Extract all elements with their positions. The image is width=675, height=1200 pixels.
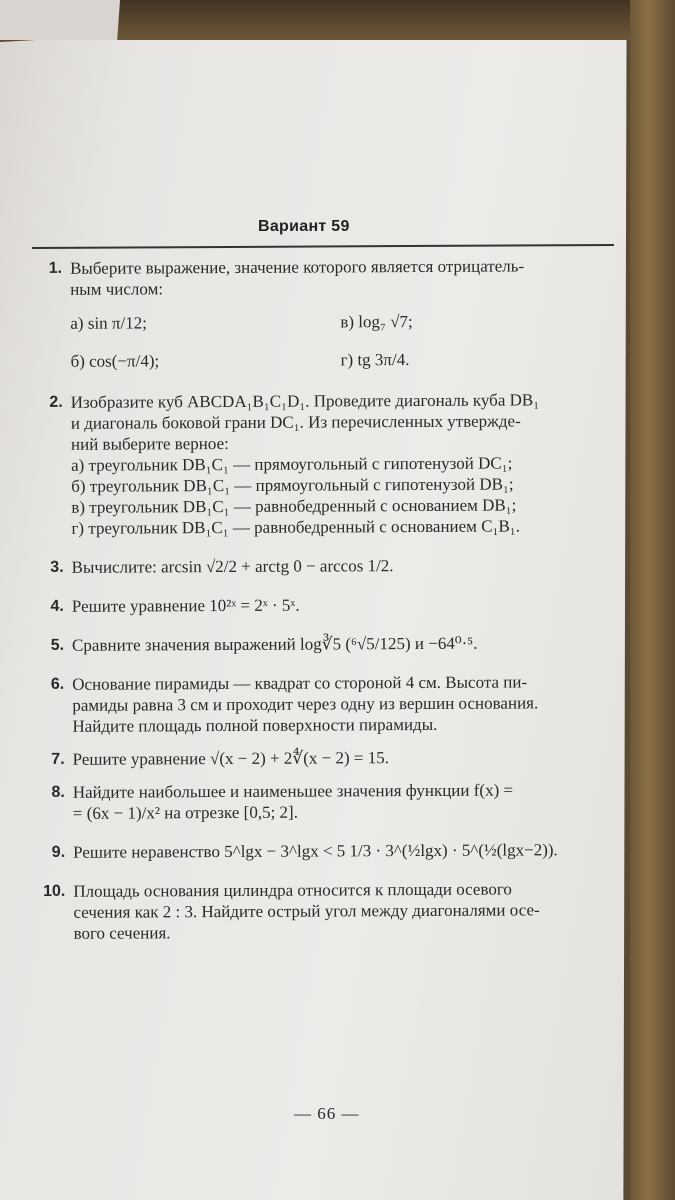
task-text-line: Найдите площадь полной поверхности пирамиды. [72,714,438,736]
task-text-line: ным числом: [70,279,164,299]
task-3 [36,554,626,578]
task-number: 3. [50,558,64,576]
task-9 [37,839,627,863]
task-text-line: Площадь основания цилиндра относится к площади осевого [73,879,512,901]
task-5 [36,632,626,656]
task-2 [35,389,626,539]
task-text-line: Найдите наибольшее и наименьшее значения функции f(x) = [72,780,514,802]
task-option-line: г) треугольник DB₁C₁ — равнобедренный с основанием C₁B₁. [71,516,521,538]
task-number: 6. [50,675,65,693]
task-text-line: Выберите выражение, значение которого является отрицатель- [70,256,525,278]
task-text-line: Сравните значения выражений log∛5 (⁶√5/125) и −64⁰·⁵. [71,633,478,655]
option-g: г) tg 3π/4. [340,349,410,369]
task-number: 7. [51,750,65,768]
task-text-line: Решите уравнение √(x − 2) + 2∜(x − 2) = 15. [72,748,389,769]
answer-options [70,301,624,380]
task-option-line: б) треугольник DB₁C₁ — прямоугольный с гипотенузой DB₁; [71,474,514,496]
task-list [34,255,628,952]
task-option-line: в) треугольник DB₁C₁ — равнобедренный с основанием DB₁; [71,495,517,517]
task-number: 9. [51,843,66,861]
task-8 [37,779,627,824]
option-v: в) log₇ √7; [340,311,413,331]
task-number: 10. [43,882,66,900]
task-1 [34,255,625,380]
task-text-line: сечения как 2 : 3. Найдите острый угол между диагоналями осе- [73,900,540,922]
task-number: 2. [49,393,63,411]
page-number: — 66 — [294,1104,360,1123]
task-text-line: ний выберите верное: [70,433,229,454]
task-number: 8. [51,783,65,801]
task-number: 1. [48,259,63,277]
task-4 [36,593,626,617]
task-text-line: Основание пирамиды — квадрат со стороной 4 см. Высота пи- [72,672,528,694]
option-a: а) sin π/12; [70,312,147,333]
task-text-line: вого сечения. [73,923,171,943]
task-text-line: Решите уравнение 10²ˣ = 2ˣ · 5ˣ. [71,595,300,616]
notepad-corner [0,0,120,40]
variant-title: Вариант 59 [258,218,350,235]
task-text-line: рамиды равна 3 см и проходит через одну из вершин основания. [72,693,539,715]
task-text-line: Решите неравенство 5^lgx − 3^lgx < 5 1/3 · 3^(½lgx) · 5^(½(lgx−2)). [73,840,558,862]
task-text-line: Изобразите куб ABCDA₁B₁C₁D₁. Проведите диагональ куба DB₁ [70,390,540,412]
task-number: 4. [50,597,64,615]
task-option-line: а) треугольник DB₁C₁ — прямоугольный с гипотенузой DC₁; [71,453,513,475]
task-text-line: = (6x − 1)/x² на отрезке [0,5; 2]. [72,802,298,823]
task-7 [37,746,627,770]
option-b: б) cos(−π/4); [70,350,160,371]
table-surface-right [630,0,675,1200]
task-text-line: и диагональ боковой грани DC₁. Из перечисленных утвержде- [70,411,521,433]
task-number: 5. [50,636,65,654]
task-10 [37,878,627,944]
task-6 [36,671,626,737]
task-text-line: Вычислите: arcsin √2/2 + arctg 0 − arccos 1/2. [71,556,394,577]
